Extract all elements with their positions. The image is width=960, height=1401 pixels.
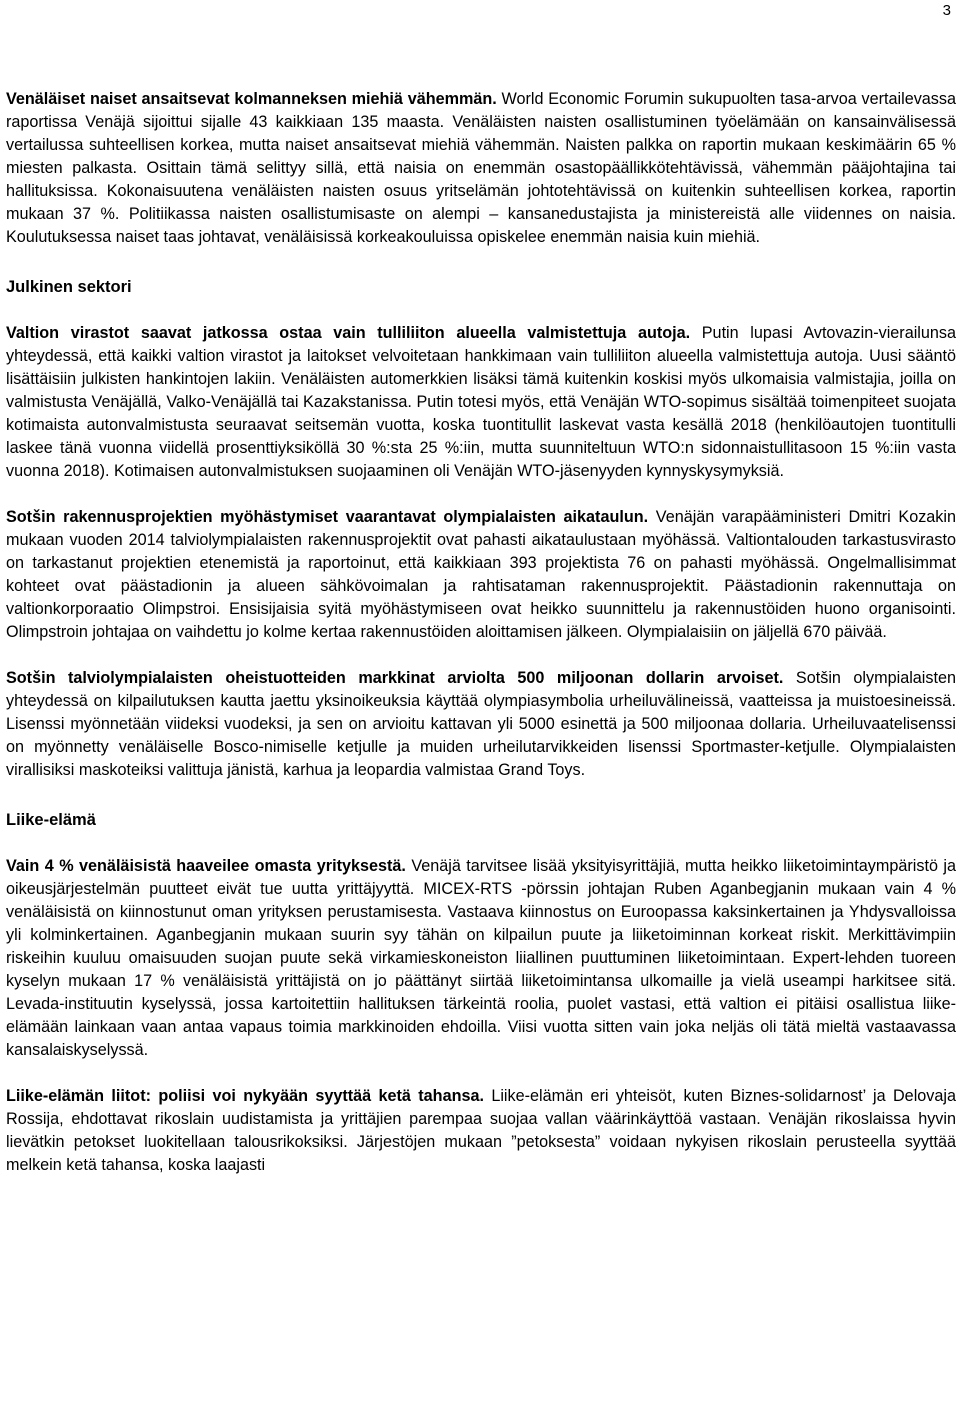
page-number: 3	[942, 2, 951, 19]
business-paragraph-1	[6, 855, 956, 1062]
intro-paragraph	[6, 88, 956, 249]
paragraph-text: Liike-elämän eri yhteisöt, kuten Biznes-solidarnost’ ja Delovaja Rossija, ehdottavat rikoslain uudistamista ja yrittäjien parempaa suojaa vallan väärinkäyttöä vastaan. Venäjän rikoslaissa hyvin lievätkin petokset luokitellaan talousrikoksiksi. Järjestöjen mukaan ”petoksesta” voidaan nykyisen rikoslain perusteella syyttää melkein ketä tahansa, koska laajasti	[6, 1087, 956, 1174]
paragraph-text: Venäjä tarvitsee lisää yksityisyrittäjiä, mutta heikko liiketoimintaympäristö ja oikeusjärjestelmän puutteet eivät tue uutta yrittäjyyttä. MICEX-RTS -pörssin johtajan Ruben Aganbegjanin mukaan vain 4 % venäläisistä on kiinnostunut oman yrityksen perustamisesta. Vastaava kiinnostus on Euroopassa kaksinkertainen ja Yhdysvalloissa yli kolminkertainen. Aganbegjanin mukaan suurin syy tähän on kilpailun puute ja liiketoiminnan korkeat riskit. Merkittävimpiin riskeihin kuuluu omaisuuden suojan puute sekä virkamieskoneiston liiallinen puuttuminen liiketoimintaan. Expert-lehden tuoreen kyselyn mukaan 17 % venäläisistä yrittäjistä on jo päättänyt siirtää liiketoimintansa ulkomaille ja vielä useampi harkitsee sitä. Levada-instituutin kyselyssä, jossa kartoitettiin hallituksen tärkeintä roolia, puolet vastasi, että valtion ei pitäisi osallistua liike-elämään lainkaan vaan antaa vapaus toimia markkinoiden ehdoilla. Viisi vuotta sitten vain joka neljäs oli tätä mieltä vastaavassa kansalaiskyselyssä.	[6, 857, 957, 1059]
public-sector-paragraph-3	[6, 667, 956, 782]
paragraph-lead: Venäläiset naiset ansaitsevat kolmanneksen miehiä vähemmän.	[6, 90, 497, 108]
section-heading-business: Liike-elämä	[6, 811, 96, 829]
paragraph-lead: Sotšin rakennusprojektien myöhästymiset vaarantavat olympialaisten aikataulun.	[6, 508, 649, 526]
paragraph-lead: Valtion virastot saavat jatkossa ostaa vain tulliliiton alueella valmistettuja autoja.	[6, 324, 691, 342]
paragraph-text: Venäjän varapääministeri Dmitri Kozakin mukaan vuoden 2014 talviolympialaisten rakennusprojektit ovat pahasti aikataulustaan myöhässä. Valtiontalouden tarkastusvirasto on tarkastanut projektien etenemistä ja raportoinut, että kaikkiaan 393 projektista 76 on pahasti myöhässä. Ongelmallisimmat kohteet ovat päästadionin ja alueen sähkövoimalan ja rahtisataman rakennusprojektit. Päästadionin rakennuttaja on valtionkorporaatio Olimpstroi. Ensisijaisia syitä myöhästymiseen ovat heikko suunnittelu ja rakennustöiden huono organisointi. Olimpstroin johtajaa on vaihdettu jo kolme kertaa rakennustöiden aloittamisen jälkeen. Olympialaisiin on jäljellä 670 päivää.	[6, 508, 956, 641]
paragraph-lead: Liike-elämän liitot: poliisi voi nykyään syyttää ketä tahansa.	[6, 1087, 484, 1105]
business-paragraph-2	[6, 1085, 956, 1177]
public-sector-paragraph-1	[6, 322, 956, 483]
paragraph-text: Putin lupasi Avtovazin-vierailunsa yhteydessä, että kaikki valtion virastot ja laitokset velvoitetaan hankkimaan vain tulliliiton alueella valmistettuja autoja. Uusi sääntö lisättäisiin julkisten hankintojen lakiin. Venäläisten automerkkien lisäksi tämä kuitenkin koskisi myös ulkomaisia valmistajia, joilla on valmistusta Venäjällä, Valko-Venäjällä tai Kazakstanissa. Putin totesi myös, että Venäjän WTO-sopimus sisältää toimenpiteet suojata kotimaista autonvalmistusta seuraavat seitsemän vuotta, koska tuontitullit laskevat vasta kesällä 2018 (henkilöautojen tuontitulli laskee tänä vuonna viidellä prosenttiyksiköllä 30 %:sta 25 %:iin, mutta suunniteltuun WTO:n sidonnaistullitasoon 15 %:iin vasta vuonna 2018). Kotimaisen autonvalmistuksen suojaaminen oli Venäjän WTO-jäsenyyden kynnyskysymyksiä.	[6, 324, 956, 480]
paragraph-text: World Economic Forumin sukupuolten tasa-arvoa vertailevassa raportissa Venäjä sijoittui sijalle 43 kaikkiaan 135 maasta. Venäläisten naisten osallistuminen työelämään on kansainvälisessä vertailussa suhteellisen korkea, mutta naiset ansaitsevat miehiä vähemmän. Naisten palkka on raportin mukaan keskimäärin 65 % miesten palkasta. Osittain tämä selittyy sillä, että naisia on enemmän osastopäällikkötehtävissä, vähemmän pääjohtajina tai hallituksissa. Kokonaisuutena venäläisten naisten osuus yritselämän johtotehtävissä on kuitenkin suhteellisen korkea, raportin mukaan 37 %. Politiikassa naisten osallistumisaste on alempi – kansanedustajista ja ministereistä alle viidennes on naisia. Koulutuksessa naiset taas johtavat, venäläisissä korkeakouluissa opiskelee enemmän naisia kuin miehiä.	[6, 90, 956, 246]
paragraph-text: Sotšin olympialaisten yhteydessä on kilpailutuksen kautta jaettu yksinoikeuksia käyttää olympiasymbolia urheiluvälineissä, vaatteissa ja muistoesineissä. Lisenssi myönnetään viideksi vuodeksi, ja sen on arvioitu kattavan yli 5000 esinettä ja 500 miljoonaa dollaria. Urheiluvaatelisenssi on myönnetty venäläiselle Bosco-nimiselle ketjulle ja muiden urheilutarvikkeiden lisenssi Sportmaster-ketjulle. Olympialaisten virallisiksi maskoteiksi valittuja jänistä, karhua ja leopardia valmistaa Grand Toys.	[6, 669, 956, 779]
paragraph-lead: Sotšin talviolympialaisten oheistuotteiden markkinat arviolta 500 miljoonan dollarin arvoiset.	[6, 669, 784, 687]
document-body	[6, 88, 956, 1177]
paragraph-lead: Vain 4 % venäläisistä haaveilee omasta yrityksestä.	[6, 857, 406, 875]
public-sector-paragraph-2	[6, 506, 956, 644]
section-heading-public-sector: Julkinen sektori	[6, 278, 132, 296]
